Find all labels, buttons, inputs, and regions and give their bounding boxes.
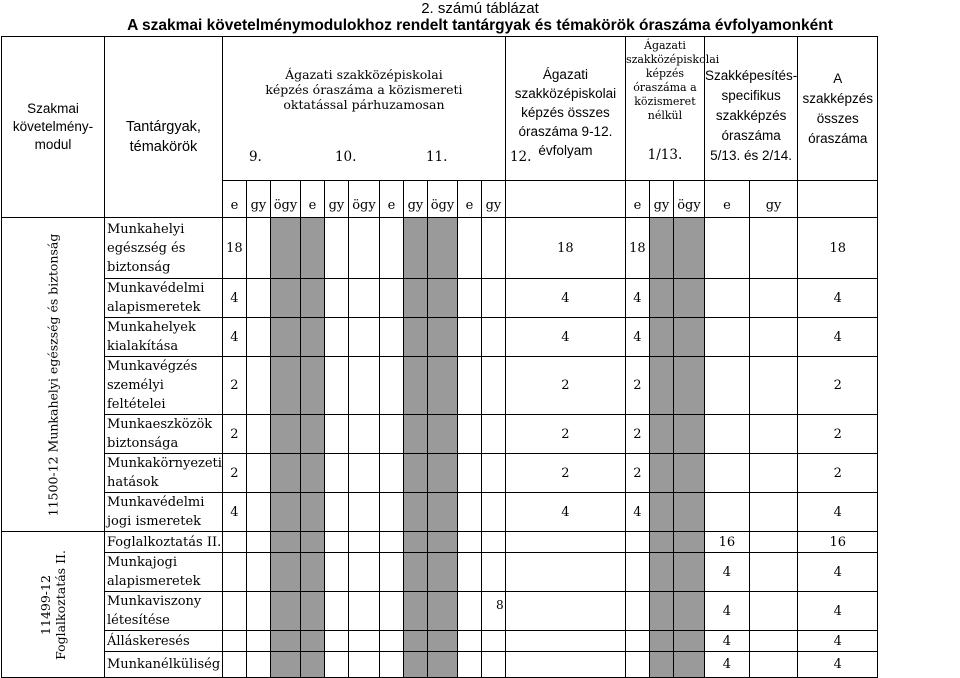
cell-grand: 2 <box>798 415 878 454</box>
cell-empty <box>673 652 704 678</box>
cell-grand: 4 <box>798 318 878 357</box>
cell-empty <box>324 553 348 592</box>
cell-empty <box>457 631 481 652</box>
cell-empty <box>625 592 649 631</box>
cell-empty <box>324 218 348 279</box>
header-year-9: 9. <box>248 149 262 165</box>
subject-name: Álláskeresés <box>105 631 223 652</box>
cell-empty <box>379 652 403 678</box>
cell-spec_e: 16 <box>704 532 749 553</box>
header-year-11: 11. <box>425 149 448 165</box>
header-subjects: Tantárgyak, témakörök <box>105 37 223 218</box>
cell-empty <box>300 318 324 357</box>
cell-empty <box>673 218 704 279</box>
table-row <box>2 318 878 357</box>
cell-v9e: 4 <box>222 493 246 532</box>
header-total-912: Ágazati szakközépiskolai képzés összes óraszáma 9-12. évfolyam <box>505 37 625 181</box>
cell-empty <box>379 279 403 318</box>
subject-name: Munkavédelmi alapismeretek <box>105 279 223 318</box>
cell-grand: 16 <box>798 532 878 553</box>
cell-e113: 2 <box>625 415 649 454</box>
subject-name: Munkavédelmi jogi ismeretek <box>105 493 223 532</box>
cell-empty <box>379 532 403 553</box>
cell-grand: 4 <box>798 592 878 631</box>
cell-empty <box>324 592 348 631</box>
cell-empty <box>427 318 457 357</box>
cell-v9e: 4 <box>222 279 246 318</box>
cell-empty <box>749 631 797 652</box>
cell-empty <box>704 415 749 454</box>
table-row <box>2 218 878 279</box>
cell-empty <box>749 357 797 415</box>
cell-empty <box>673 415 704 454</box>
cell-e113: 2 <box>625 454 649 493</box>
table-row <box>2 652 878 678</box>
cell-spec_e: 4 <box>704 553 749 592</box>
cell-empty <box>625 532 649 553</box>
subject-name: Munkaeszközök biztonsága <box>105 415 223 454</box>
cell-empty <box>505 592 625 631</box>
table-row <box>2 493 878 532</box>
cell-empty <box>704 357 749 415</box>
cell-empty <box>348 592 379 631</box>
module-label <box>2 218 105 532</box>
cell-empty <box>348 318 379 357</box>
cell-empty <box>704 454 749 493</box>
cell-empty <box>222 592 246 631</box>
cell-empty <box>673 357 704 415</box>
cell-empty <box>505 652 625 678</box>
table-row <box>2 553 878 592</box>
subject-name: Munkakörnyezeti hatások <box>105 454 223 493</box>
table-row <box>2 454 878 493</box>
cell-empty <box>348 218 379 279</box>
cell-empty <box>300 415 324 454</box>
cell-empty <box>457 493 481 532</box>
cell-empty <box>270 532 300 553</box>
header-module: Szakmai követelmény-modul <box>2 37 105 218</box>
cell-empty <box>505 532 625 553</box>
cell-empty <box>246 218 270 279</box>
cell-spec_e: 4 <box>704 631 749 652</box>
cell-empty <box>427 357 457 415</box>
cell-empty <box>270 218 300 279</box>
table-row <box>2 532 878 553</box>
cell-total: 4 <box>505 279 625 318</box>
cell-empty <box>649 652 673 678</box>
cell-empty <box>481 415 505 454</box>
table-caption: 2. számú táblázat <box>421 0 539 17</box>
cell-empty <box>403 357 427 415</box>
cell-empty <box>222 631 246 652</box>
cell-empty <box>403 218 427 279</box>
cell-empty <box>270 454 300 493</box>
cell-empty <box>348 415 379 454</box>
sub-label-6: e <box>379 181 403 218</box>
cell-empty <box>457 357 481 415</box>
cell-empty <box>222 553 246 592</box>
cell-empty <box>379 631 403 652</box>
sub-label-13: gy <box>649 181 673 218</box>
cell-grand: 4 <box>798 652 878 678</box>
cell-empty <box>379 454 403 493</box>
cell-empty <box>427 592 457 631</box>
cell-empty <box>403 592 427 631</box>
cell-empty <box>749 218 797 279</box>
cell-empty <box>324 493 348 532</box>
cell-empty <box>300 218 324 279</box>
cell-v9e: 2 <box>222 415 246 454</box>
cell-total: 4 <box>505 318 625 357</box>
cell-empty <box>481 553 505 592</box>
cell-empty <box>246 553 270 592</box>
cell-grand: 4 <box>798 553 878 592</box>
cell-empty <box>673 532 704 553</box>
cell-spec_e: 4 <box>704 652 749 678</box>
cell-spec_e: 4 <box>704 592 749 631</box>
module-label-text: 11499-12 Foglalkoztatás II. <box>38 549 68 660</box>
cell-empty <box>427 218 457 279</box>
sub-label-9: e <box>457 181 481 218</box>
header-year-12: 12. <box>509 149 532 165</box>
cell-empty <box>324 532 348 553</box>
cell-empty <box>457 454 481 493</box>
page-number: 8 <box>496 598 504 612</box>
cell-e113: 4 <box>625 318 649 357</box>
cell-empty <box>749 279 797 318</box>
hours-table <box>1 36 878 678</box>
cell-empty <box>457 652 481 678</box>
cell-empty <box>324 357 348 415</box>
cell-empty <box>427 631 457 652</box>
header-specific: Szakképesítés-specifikus szakképzés óraszáma 5/13. és 2/14. <box>704 37 797 181</box>
cell-empty <box>246 493 270 532</box>
cell-empty <box>749 553 797 592</box>
cell-empty <box>379 592 403 631</box>
subject-name: Munkanélküliség <box>105 652 223 678</box>
cell-empty <box>348 631 379 652</box>
cell-total: 2 <box>505 357 625 415</box>
cell-empty <box>649 318 673 357</box>
cell-empty <box>625 652 649 678</box>
sub-label-10: gy <box>481 181 505 218</box>
cell-empty <box>379 493 403 532</box>
cell-grand: 18 <box>798 218 878 279</box>
cell-empty <box>300 279 324 318</box>
cell-empty <box>270 357 300 415</box>
cell-empty <box>704 218 749 279</box>
cell-empty <box>649 592 673 631</box>
cell-empty <box>403 318 427 357</box>
cell-empty <box>625 553 649 592</box>
cell-empty <box>348 357 379 415</box>
cell-empty <box>704 493 749 532</box>
cell-total: 18 <box>505 218 625 279</box>
cell-empty <box>403 493 427 532</box>
cell-empty <box>457 318 481 357</box>
cell-empty <box>649 631 673 652</box>
cell-empty <box>270 631 300 652</box>
cell-empty <box>427 279 457 318</box>
table-row <box>2 279 878 318</box>
cell-empty <box>427 553 457 592</box>
sub-label-16: gy <box>749 181 797 218</box>
cell-empty <box>324 652 348 678</box>
cell-empty <box>673 592 704 631</box>
cell-empty <box>481 631 505 652</box>
cell-empty <box>246 454 270 493</box>
subject-name: Munkaviszony létesítése <box>105 592 223 631</box>
cell-empty <box>300 553 324 592</box>
cell-empty <box>649 454 673 493</box>
sub-label-5: ögy <box>348 181 379 218</box>
cell-empty <box>379 415 403 454</box>
cell-empty <box>246 652 270 678</box>
cell-empty <box>403 279 427 318</box>
cell-empty <box>649 493 673 532</box>
cell-empty <box>481 454 505 493</box>
cell-empty <box>324 318 348 357</box>
cell-empty <box>457 279 481 318</box>
cell-empty <box>649 532 673 553</box>
cell-empty <box>379 357 403 415</box>
header-year-10: 10. <box>334 149 357 165</box>
sub-label-1: gy <box>246 181 270 218</box>
cell-empty <box>246 532 270 553</box>
cell-empty <box>246 631 270 652</box>
cell-empty <box>481 357 505 415</box>
cell-empty <box>348 553 379 592</box>
cell-empty <box>348 652 379 678</box>
cell-empty <box>300 357 324 415</box>
cell-empty <box>457 592 481 631</box>
table-title: A szakmai követelménymodulokhoz rendelt tantárgyak és témakörök óraszáma évfolyamonként <box>127 17 833 34</box>
cell-empty <box>673 279 704 318</box>
cell-empty <box>481 318 505 357</box>
table-row <box>2 631 878 652</box>
header-parallel-group <box>222 37 532 181</box>
cell-empty <box>300 592 324 631</box>
cell-empty <box>300 631 324 652</box>
sub-label-15: e <box>704 181 749 218</box>
sub-label-12: e <box>625 181 649 218</box>
cell-empty <box>673 493 704 532</box>
cell-empty <box>300 652 324 678</box>
header-parallel: Ágazati szakközépiskolai képzés óraszáma a közismereti oktatással párhuzamosan <box>265 67 463 112</box>
cell-empty <box>427 532 457 553</box>
cell-total: 2 <box>505 415 625 454</box>
header-without-general-group <box>625 37 720 181</box>
cell-empty <box>457 415 481 454</box>
cell-empty <box>649 218 673 279</box>
cell-empty <box>427 493 457 532</box>
sub-label-4: gy <box>324 181 348 218</box>
subject-name: Munkahelyek kialakítása <box>105 318 223 357</box>
subject-name: Foglalkoztatás II. <box>105 532 223 553</box>
cell-total: 4 <box>505 493 625 532</box>
cell-empty <box>403 415 427 454</box>
cell-empty <box>324 279 348 318</box>
cell-empty <box>403 553 427 592</box>
header-grand-total: A szakképzés összes óraszáma <box>798 37 878 181</box>
cell-empty <box>270 318 300 357</box>
cell-empty <box>649 279 673 318</box>
cell-empty <box>270 415 300 454</box>
cell-empty <box>749 493 797 532</box>
cell-empty <box>379 318 403 357</box>
sub-label-17 <box>798 181 878 218</box>
table-row <box>2 592 878 631</box>
cell-empty <box>270 652 300 678</box>
cell-empty <box>749 592 797 631</box>
cell-empty <box>324 415 348 454</box>
cell-empty <box>403 454 427 493</box>
sub-label-7: gy <box>403 181 427 218</box>
cell-empty <box>427 652 457 678</box>
cell-empty <box>379 553 403 592</box>
cell-empty <box>324 454 348 493</box>
header-without-general: Ágazati szakközépiskolai képzés óraszáma a közismeret nélkül <box>625 39 720 122</box>
cell-v9e: 4 <box>222 318 246 357</box>
cell-empty <box>649 553 673 592</box>
cell-grand: 4 <box>798 493 878 532</box>
sub-label-2: ögy <box>270 181 300 218</box>
module-label <box>2 532 105 678</box>
cell-empty <box>749 454 797 493</box>
cell-empty <box>403 631 427 652</box>
cell-empty <box>457 532 481 553</box>
cell-empty <box>379 218 403 279</box>
cell-empty <box>481 218 505 279</box>
cell-grand: 2 <box>798 454 878 493</box>
cell-empty <box>481 652 505 678</box>
cell-empty <box>625 631 649 652</box>
cell-e113: 2 <box>625 357 649 415</box>
cell-total: 2 <box>505 454 625 493</box>
cell-empty <box>427 415 457 454</box>
cell-empty <box>348 532 379 553</box>
sub-label-3: e <box>300 181 324 218</box>
cell-empty <box>704 279 749 318</box>
cell-empty <box>427 454 457 493</box>
cell-empty <box>403 532 427 553</box>
cell-e113: 4 <box>625 493 649 532</box>
cell-empty <box>673 318 704 357</box>
cell-empty <box>673 454 704 493</box>
cell-empty <box>749 652 797 678</box>
cell-empty <box>300 454 324 493</box>
sub-label-11 <box>505 181 625 218</box>
cell-empty <box>403 652 427 678</box>
cell-empty <box>270 493 300 532</box>
cell-empty <box>481 279 505 318</box>
cell-empty <box>649 357 673 415</box>
cell-empty <box>246 279 270 318</box>
cell-empty <box>649 415 673 454</box>
cell-empty <box>270 279 300 318</box>
table-row <box>2 415 878 454</box>
cell-empty <box>348 279 379 318</box>
cell-e113: 18 <box>625 218 649 279</box>
cell-empty <box>246 592 270 631</box>
cell-empty <box>270 592 300 631</box>
cell-empty <box>246 415 270 454</box>
cell-empty <box>749 532 797 553</box>
sub-label-8: ögy <box>427 181 457 218</box>
cell-grand: 4 <box>798 631 878 652</box>
cell-empty <box>673 553 704 592</box>
cell-empty <box>246 357 270 415</box>
cell-empty <box>749 318 797 357</box>
cell-empty <box>222 532 246 553</box>
cell-v9e: 2 <box>222 454 246 493</box>
subject-name: Munkavégzés személyi feltételei <box>105 357 223 415</box>
cell-empty <box>505 553 625 592</box>
cell-grand: 4 <box>798 279 878 318</box>
sub-label-14: ögy <box>673 181 704 218</box>
subject-name: Munkajogi alapismeretek <box>105 553 223 592</box>
cell-empty <box>481 493 505 532</box>
cell-empty <box>457 553 481 592</box>
cell-empty <box>270 553 300 592</box>
cell-empty <box>246 318 270 357</box>
cell-empty <box>505 631 625 652</box>
cell-grand: 2 <box>798 357 878 415</box>
table-row <box>2 357 878 415</box>
header-year-113: 1/13. <box>647 147 683 163</box>
cell-empty <box>348 454 379 493</box>
cell-v9e: 2 <box>222 357 246 415</box>
cell-empty <box>222 652 246 678</box>
cell-empty <box>300 493 324 532</box>
cell-empty <box>324 631 348 652</box>
cell-empty <box>749 415 797 454</box>
module-label-text: 11500-12 Munkahelyi egészség és biztonság <box>45 233 61 516</box>
cell-empty <box>300 532 324 553</box>
cell-empty <box>481 532 505 553</box>
cell-v9e: 18 <box>222 218 246 279</box>
cell-empty <box>348 493 379 532</box>
cell-e113: 4 <box>625 279 649 318</box>
cell-empty <box>673 631 704 652</box>
sub-label-0: e <box>222 181 246 218</box>
subject-name: Munkahelyi egészség és biztonság <box>105 218 223 279</box>
cell-empty <box>704 318 749 357</box>
cell-empty <box>457 218 481 279</box>
